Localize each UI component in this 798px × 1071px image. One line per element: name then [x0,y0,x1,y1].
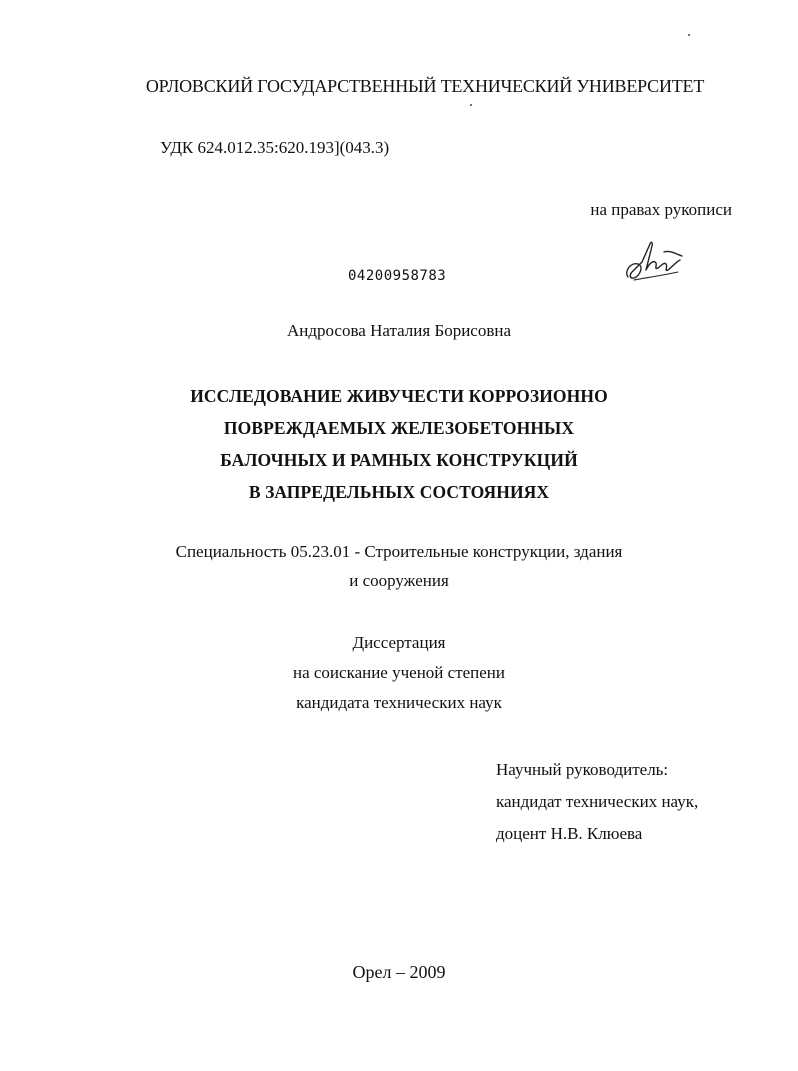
supervisor-block [496,754,698,850]
title-line: БАЛОЧНЫХ И РАМНЫХ КОНСТРУКЦИЙ [220,450,578,470]
supervisor-line: доцент Н.В. Клюева [496,824,643,843]
handwritten-signature [620,232,690,287]
scan-speck [470,104,472,106]
udk-code: УДК 624.012.35:620.193](043.3) [160,138,390,157]
title-line: ИССЛЕДОВАНИЕ ЖИВУЧЕСТИ КОРРОЗИОННО [190,386,608,406]
degree-line: на соискание ученой степени [292,663,506,682]
title-line: В ЗАПРЕДЕЛЬНЫХ СОСТОЯНИЯХ [248,482,550,502]
manuscript-rights-note: на правах рукописи [590,200,732,219]
specialty-block [0,537,798,595]
author-name: Андросова Наталия Борисовна [286,321,512,340]
degree-line: кандидата технических наук [296,693,502,712]
degree-line: Диссертация [352,633,446,652]
specialty-line: и сооружения [349,571,449,590]
city-and-year: Орел – 2009 [352,962,446,982]
dissertation-degree-block [0,628,798,718]
supervisor-line: кандидат технических наук, [496,792,699,811]
registration-number: 04200958783 [348,268,447,284]
specialty-line: Специальность 05.23.01 - Строительные конструкции, здания [175,542,623,561]
university-name: ОРЛОВСКИЙ ГОСУДАРСТВЕННЫЙ ТЕХНИЧЕСКИЙ УНИВЕРСИТЕТ [145,76,705,96]
title-line: ПОВРЕЖДАЕМЫХ ЖЕЛЕЗОБЕТОННЫХ [223,418,575,438]
dissertation-title [0,380,798,508]
scan-speck [688,34,690,36]
supervisor-line: Научный руководитель: [496,760,669,779]
